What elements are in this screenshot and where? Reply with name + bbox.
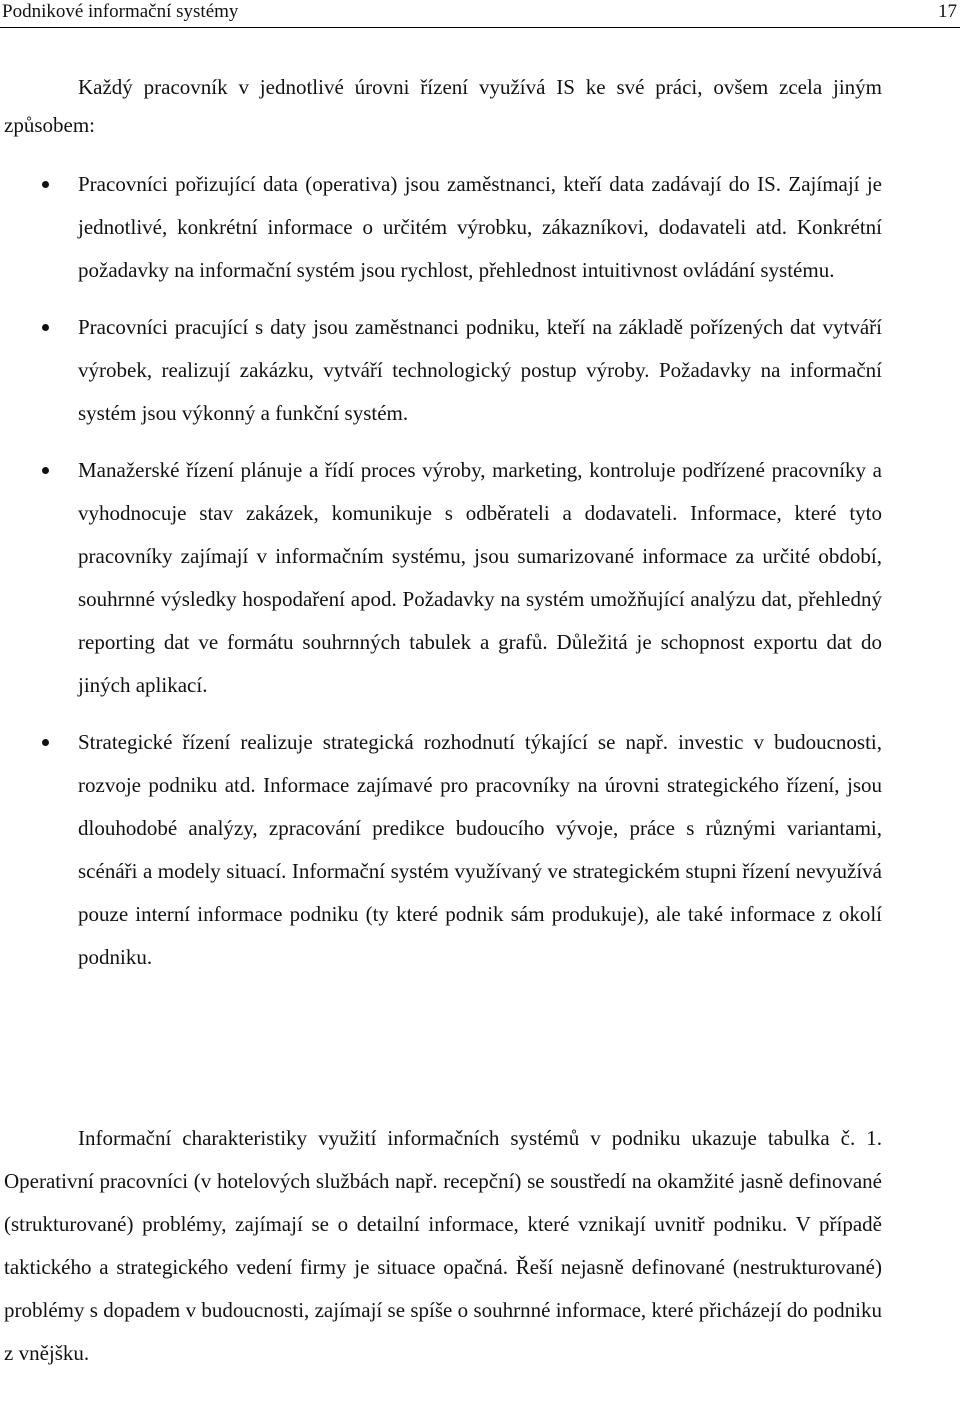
list-item — [78, 449, 882, 707]
bullet-list — [0, 163, 960, 979]
document-title: Podnikové informační systémy — [2, 1, 239, 22]
list-item — [78, 721, 882, 979]
bullet-icon — [42, 324, 49, 331]
list-item-text: Manažerské řízení plánuje a řídí proces výroby, marketing, kontroluje podřízené pracovníky a vyhodnocuje stav zakázek, komunikuje s odběrateli a dodavateli. Informace, které tyto pracovníky zajímají v informačním systému, jsou sumarizované informace za určité období, souhrnné výsledky hospodaření apod. Požadavky na systém umožňující analýzu dat, přehledný reporting dat ve formátu souhrnných tabulek a grafů. Důležitá je schopnost exportu dat do jiných aplikací. — [78, 458, 882, 697]
page-number: 17 — [938, 1, 957, 22]
page-header — [0, 0, 960, 28]
bullet-icon — [42, 467, 49, 474]
list-item — [78, 306, 882, 435]
list-item-text: Pracovníci pořizující data (operativa) jsou zaměstnanci, kteří data zadávají do IS. Zajímají je jednotlivé, konkrétní informace o určitém výrobku, zákazníkovi, dodavateli atd. Konkrétní požadavky na informační systém jsou rychlost, přehlednost intuitivnost ovládání systému. — [78, 172, 882, 282]
list-item-text: Strategické řízení realizuje strategická rozhodnutí týkající se např. investic v budoucnosti, rozvoje podniku atd. Informace zajímavé pro pracovníky na úrovni strategického řízení, jsou dlouhodobé analýzy, zpracování predikce budoucího vývoje, práce s různými variantami, scénáři a modely situací. Informační systém využívaný ve strategickém stupni řízení nevyužívá pouze interní informace podniku (ty které podnik sám produkuje), ale také informace z okolí podniku. — [78, 730, 882, 969]
bullet-icon — [42, 181, 49, 188]
intro-paragraph: Každý pracovník v jednotlivé úrovni řízení využívá IS ke své práci, ovšem zcela jiným způsobem: — [4, 75, 882, 137]
closing-paragraph: Informační charakteristiky využití informačních systémů v podniku ukazuje tabulka č. 1. Operativní pracovníci (v hotelových službách např. recepční) se soustředí na okamžité jasně definované (strukturované) problémy, zajímají se o detailní informace, které vznikají uvnitř podniku. V případě taktického a strategického vedení firmy je situace opačná. Řeší nejasně definované (nestrukturované) problémy s dopadem v budoucnosti, zajímají se spíše o souhrnné informace, které přicházejí do podniku z vnějšku. — [4, 1126, 882, 1365]
list-item — [78, 163, 882, 292]
bullet-icon — [42, 739, 49, 746]
list-item-text: Pracovníci pracující s daty jsou zaměstnanci podniku, kteří na základě pořízených dat vytváří výrobek, realizují zakázku, vytváří technologický postup výroby. Požadavky na informační systém jsou výkonný a funkční systém. — [78, 315, 882, 425]
